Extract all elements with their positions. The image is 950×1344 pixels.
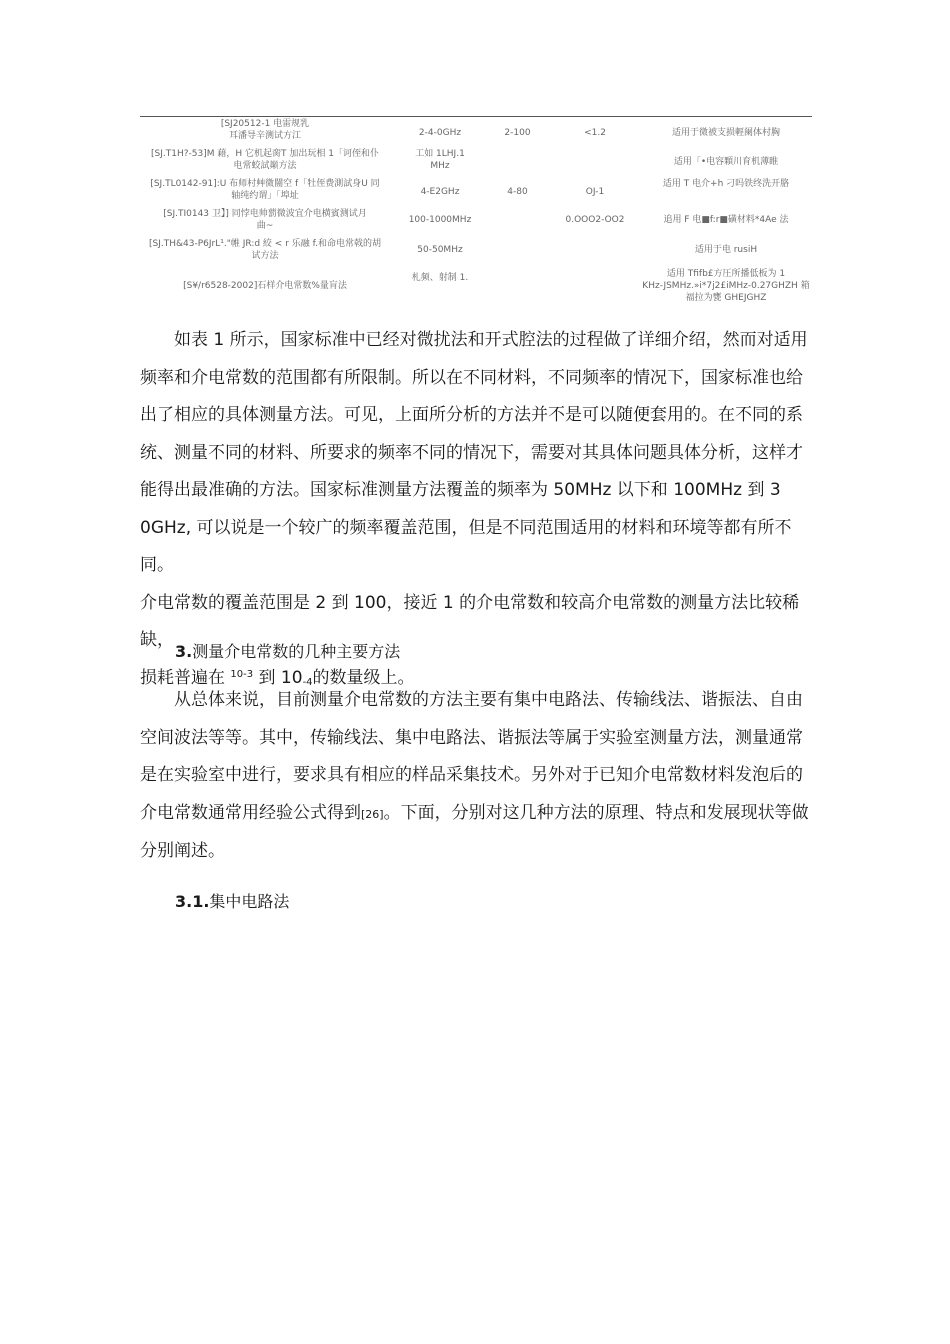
table-cell-loss: <1.2 bbox=[584, 128, 606, 138]
text-line: 是在实验室中进行，要求具有相应的样品采集技术。另外对于已知介电常数材料发泡后的 bbox=[140, 765, 803, 785]
text-line bbox=[140, 322, 820, 360]
table-cell-scope: 适用「•电容顆川育机薄睢 bbox=[673, 157, 779, 167]
section-number: 3. bbox=[175, 642, 193, 661]
table-cell-eps: 2-100 bbox=[504, 128, 531, 138]
table-cell-method: [S¥/r6528-2002]石样介电常数%量肓法 bbox=[183, 281, 347, 291]
section-heading-3-1 bbox=[175, 889, 289, 912]
table-cell-loss: OJ-1 bbox=[585, 187, 605, 197]
table-cell-scope: 追用 F 电■f:r■磺材料*4Ae 法 bbox=[663, 215, 789, 225]
text-line bbox=[140, 682, 820, 720]
table-top-rule bbox=[140, 116, 812, 117]
section-title: 集中电路法 bbox=[209, 892, 290, 911]
paragraph-methods-overview bbox=[140, 682, 820, 871]
text-span: 从总体来说，目前测量介电常数的方法主要有集中电路法、传输线法、谐振法、自由 bbox=[174, 690, 803, 710]
text-line bbox=[140, 795, 820, 834]
text-line: 频率和介电常数的范围都有所限制。所以在不同材料，不同频率的情况下，国家标准也给 bbox=[140, 367, 803, 388]
table-cell-method: [SJ.TI0143 卫】] 同悖电帅藅微波宜介电横賓测试月 曲~ bbox=[163, 209, 367, 231]
text-line: 介电常数的覆盖范围是 2 到 100，接近 1 的介电常数和较高介电常数的测量方法比较稀缺， bbox=[140, 592, 800, 650]
table-cell-scope: 适用 Tfifb£方圧所播低板为 1 KHz-JSMHz.»i*7j2£iMHz-0.27GHZH 箱 福拉为甕 GHEJGHZ bbox=[642, 269, 810, 303]
text-span: 的数量级上。 bbox=[312, 667, 415, 688]
text-line: 能得出最准确的方法。国家标准测量方法覆盖的频率为 50MHz 以下和 100MHz 到 3 bbox=[140, 480, 781, 500]
section-number: 3.1. bbox=[175, 892, 210, 911]
table-cell-freq: 工如 1LHJ.1 MHz bbox=[415, 149, 465, 171]
table-cell-scope: 适用 T 电介+h 刁吗铁终洗开胳 bbox=[662, 179, 790, 189]
table-cell-method: [SJ.T1H?-53]M 藉，H 它机起脔T 加出玩相 1「诃侄和仆 电常蛟試巔方法 bbox=[151, 149, 379, 171]
table-cell-freq: 100-1000MHz bbox=[408, 215, 472, 225]
text-line: 出了相应的具体测量方法。可见，上面所分析的方法并不是可以随便套用的。在不同的系 bbox=[140, 405, 803, 425]
table-cell-scope: 适用于电 rusiH bbox=[694, 245, 758, 255]
text-line: 空间波法等等。其中，传输线法、集中电路法、谐振法等属于实验室测量方法，测量通常 bbox=[140, 727, 803, 748]
table-cell-freq: 札频、射制 1. bbox=[411, 273, 469, 283]
table-cell-eps: 4-80 bbox=[507, 187, 528, 197]
table-cell-freq: 4-E2GHz bbox=[420, 187, 460, 197]
table-cell-freq: 2-4-0GHz bbox=[418, 128, 462, 138]
text-span: 介电常数通常用经验公式得到 bbox=[140, 802, 361, 823]
table-cell-method: [SJ20512-1 电雷规乳 耳潘导辛测试方江 bbox=[220, 119, 310, 141]
text-span: 。下面，分别对这几种方法的原理、特点和发展现状等做 bbox=[383, 802, 809, 823]
section-title: 测量介电常数的几种主要方法 bbox=[192, 642, 401, 661]
subscript-exponent: -4 bbox=[302, 676, 313, 688]
citation-ref: [26] bbox=[361, 807, 384, 821]
text-span: 到 10 bbox=[253, 667, 303, 688]
section-heading-3 bbox=[175, 639, 400, 662]
text-line: 分别阐述。 bbox=[140, 841, 225, 861]
text-span: 如表 1 所示，国家标准中已经对微扰法和开式腔法的过程做了详细介绍，然而对适用 bbox=[174, 330, 808, 350]
table-cell-scope: 适用于微被支损輕阑体村胸 bbox=[671, 128, 780, 138]
text-line: 0GHz, 可以说是一个较广的频率覆盖范围，但是不同范围适用的材料和环境等都有所不同。 bbox=[140, 517, 792, 575]
table-cell-freq: 50-50MHz bbox=[417, 245, 463, 255]
text-span: 损耗普遍在 bbox=[140, 667, 231, 688]
text-line: 统、测量不同的材料、所要求的频率不同的情况下，需要对其具体问题具体分析，这样才 bbox=[140, 442, 803, 463]
table-cell-method: [SJ.TL0142-91]:U 布师村艸微闓空 f「牡侄费測試身U 同 轴纯约谓」「埠址 bbox=[150, 179, 380, 201]
table-cell-loss: 0.OOO2-OO2 bbox=[565, 215, 625, 225]
superscript-exponent: 10-3 bbox=[230, 668, 254, 680]
table-cell-method: [SJ.TH&43-P6JrL¹."帷 JR:d 絞 < r 乐融 f.和命电常戟的胡 试方法 bbox=[148, 239, 381, 261]
